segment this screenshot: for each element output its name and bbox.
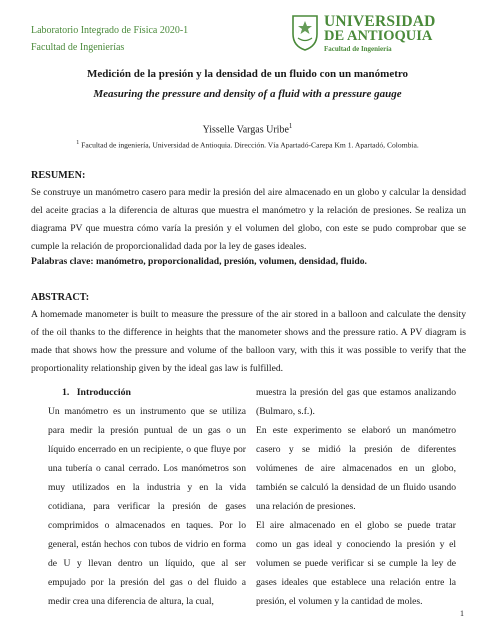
page-number: 1	[460, 609, 464, 618]
intro-paragraph-3: El aire almacenado en el globo se puede tratar como un gas ideal y conociendo la presión y el volumen se puede verificar si se cumple la ley de gases ideales que establece una relación entre la presión, el volumen y la cantidad de moles.	[256, 520, 456, 607]
author-line	[0, 122, 495, 135]
logo-faculty-tag: Facultad de Ingeniería	[324, 45, 392, 53]
intro-column-right	[256, 383, 456, 611]
abstract-text: A homemade manometer is built to measure the pressure of the air stored in a balloon and calculate the density of the oil thanks to the difference in heights that the manometer shows and the pressure ratio. A PV diagram is made that shows how the pressure and volume of the balloon vary, with this it was possible to verify that the proportionality relationship given by the ideal gas law is fulfilled.	[31, 309, 466, 374]
intro-paragraph-1: muestra la presión del gas que estamos analizando (Bulmaro, s.f.).	[256, 387, 456, 417]
logo-university-line2: DE ANTIOQUIA	[324, 28, 433, 44]
university-seal-icon	[290, 12, 320, 52]
title-spanish: Medición de la presión y la densidad de un fluido con un manómetro	[86, 68, 409, 80]
resumen-text: Se construye un manómetro casero para medir la presión del aire almacenado en un globo y calcular la densidad del aceite gracias a la diferencia de alturas que muestra el manómetro y la relación de presiones. Se realiza un diagrama PV que muestra cómo varía la presión y el volumen del globo, con este se pudo comprobar que se cumple la relación de proporcionalidad dada por la ley de gases ideales.	[31, 187, 466, 252]
affiliation-line	[0, 140, 495, 150]
university-logo	[290, 12, 440, 56]
running-header	[31, 22, 188, 56]
keywords: Palabras clave: manómetro, proporcionalidad, presión, volumen, densidad, fluido.	[31, 256, 367, 267]
resumen-heading: RESUMEN:	[31, 170, 86, 181]
abstract-heading: ABSTRACT:	[31, 292, 90, 303]
logo-university-line1: UNIVERSIDAD	[324, 13, 436, 30]
introduction-heading: 1. Introducción	[62, 387, 131, 398]
lab-line: Laboratorio Integrado de Física 2020-1	[31, 25, 189, 36]
affiliation-text: Facultad de ingeniería, Universidad de Antioquia. Dirección. Vía Apartadó-Carepa Km 1. Apartadó, Colombia.	[81, 140, 419, 150]
affiliation-superscript: 1	[76, 140, 80, 146]
intro-column-left: Un manómetro es un instrumento que se utiliza para medir la presión puntual de un gas o un líquido encerrado en un recipiente, o que fluye por una tubería o canal cerrado. Los manómetros son muy utilizados en la industria y en la vida cotidiana, para verificar la presión de gases comprimidos o almacenados en taques. Por lo general, están hechos con tubos de vidrio en forma de U y llevan dentro un líquido, que al ser empujado por la presión del gas o del fluido a medir crea una diferencia de altura, la cual,	[48, 406, 246, 607]
intro-paragraph-2: En este experimento se elaboró un manómetro casero y se midió la presión de diferentes volúmenes de aire almacenados en un globo, también se calculó la densidad de un fluido usando una relación de presiones.	[256, 425, 456, 512]
author-name: Yisselle Vargas Uribe	[202, 124, 289, 136]
author-superscript: 1	[288, 122, 293, 130]
faculty-line: Facultad de Ingenierías	[31, 42, 125, 53]
title-english: Measuring the pressure and density of a fluid with a pressure gauge	[93, 88, 402, 100]
